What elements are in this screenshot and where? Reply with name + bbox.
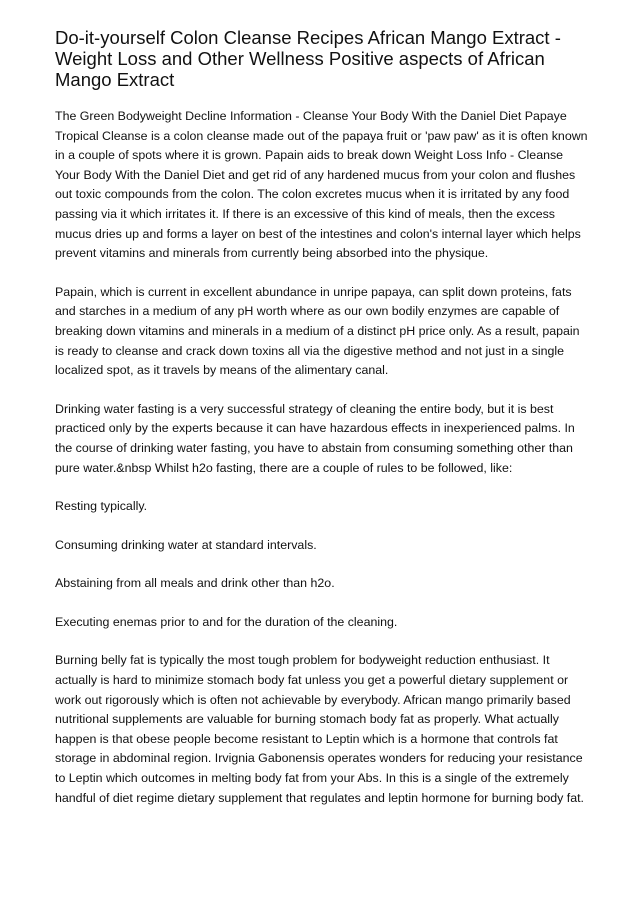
paragraph-rule-resting: Resting typically.	[55, 499, 148, 514]
paragraph-rule-drinking: Consuming drinking water at standard intervals.	[55, 537, 317, 552]
paragraph-intro: The Green Bodyweight Decline Information - Cleanse Your Body With the Daniel Diet Papaye Tropical Cleanse is a colon cleanse made out of the papaya fruit or 'paw paw' as it is often known in a couple of spots where it is grown. Papain aids to break down Weight Loss Info - Cleanse Your Body With the Daniel Diet and get rid of any hardened mucus from your colon and flushes out toxic compounds from the colon. The colon excretes mucus when it is irritated by any food passing via it which irritates it. If there is an excessive of this kind of meals, then the excess mucus dries up and forms a layer on best of the intestines and colon's internal layer which helps prevent vitamins and minerals from currently being absorbed into the physique.	[55, 109, 588, 261]
paragraph-water-fasting: Drinking water fasting is a very successful strategy of cleaning the entire body, but it is best practiced only by the experts because it can have hazardous effects in inexperienced palms. In the course of drinking water fasting, you have to abstain from consuming something other than pure water.&nbsp Whilst h2o fasting, there are a couple of rules to be followed, like:	[55, 401, 575, 475]
paragraph-rule-abstaining: Abstaining from all meals and drink other than h2o.	[55, 576, 335, 591]
paragraph-belly-fat: Burning belly fat is typically the most tough problem for bodyweight reduction enthusiast. It actually is hard to minimize stomach body fat unless you get a powerful dietary supplement or work out rigorously which is often not achievable by everybody. African mango primarily based nutritional supplements are valuable for burning stomach body fat as properly. What actually happen is that obese people become resistant to Leptin which is a hormone that controls fat storage in abdominal region. Irvignia Gabonensis operates wonders for reducing your resistance to Leptin which outcomes in melting body fat from your Abs. In this is a single of the extremely handful of diet regime dietary supplement that regulates and leptin hormone for burning body fat.	[55, 653, 584, 805]
paragraph-papain: Papain, which is current in excellent abundance in unripe papaya, can split down proteins, fats and starches in a medium of any pH worth where as our own bodily enzymes are capable of breaking down vitamins and minerals in a medium of a distinct pH price only. As a result, papain is ready to cleanse and crack down toxins all via the digestive method and not just in a single localized spot, as it travels by means of the alimentary canal.	[55, 284, 580, 378]
document-title: Do-it-yourself Colon Cleanse Recipes African Mango Extract - Weight Loss and Other Wellness Positive aspects of African Mango Extract	[55, 27, 561, 90]
document-page	[55, 27, 590, 827]
paragraph-rule-enemas: Executing enemas prior to and for the duration of the cleaning.	[55, 614, 398, 629]
